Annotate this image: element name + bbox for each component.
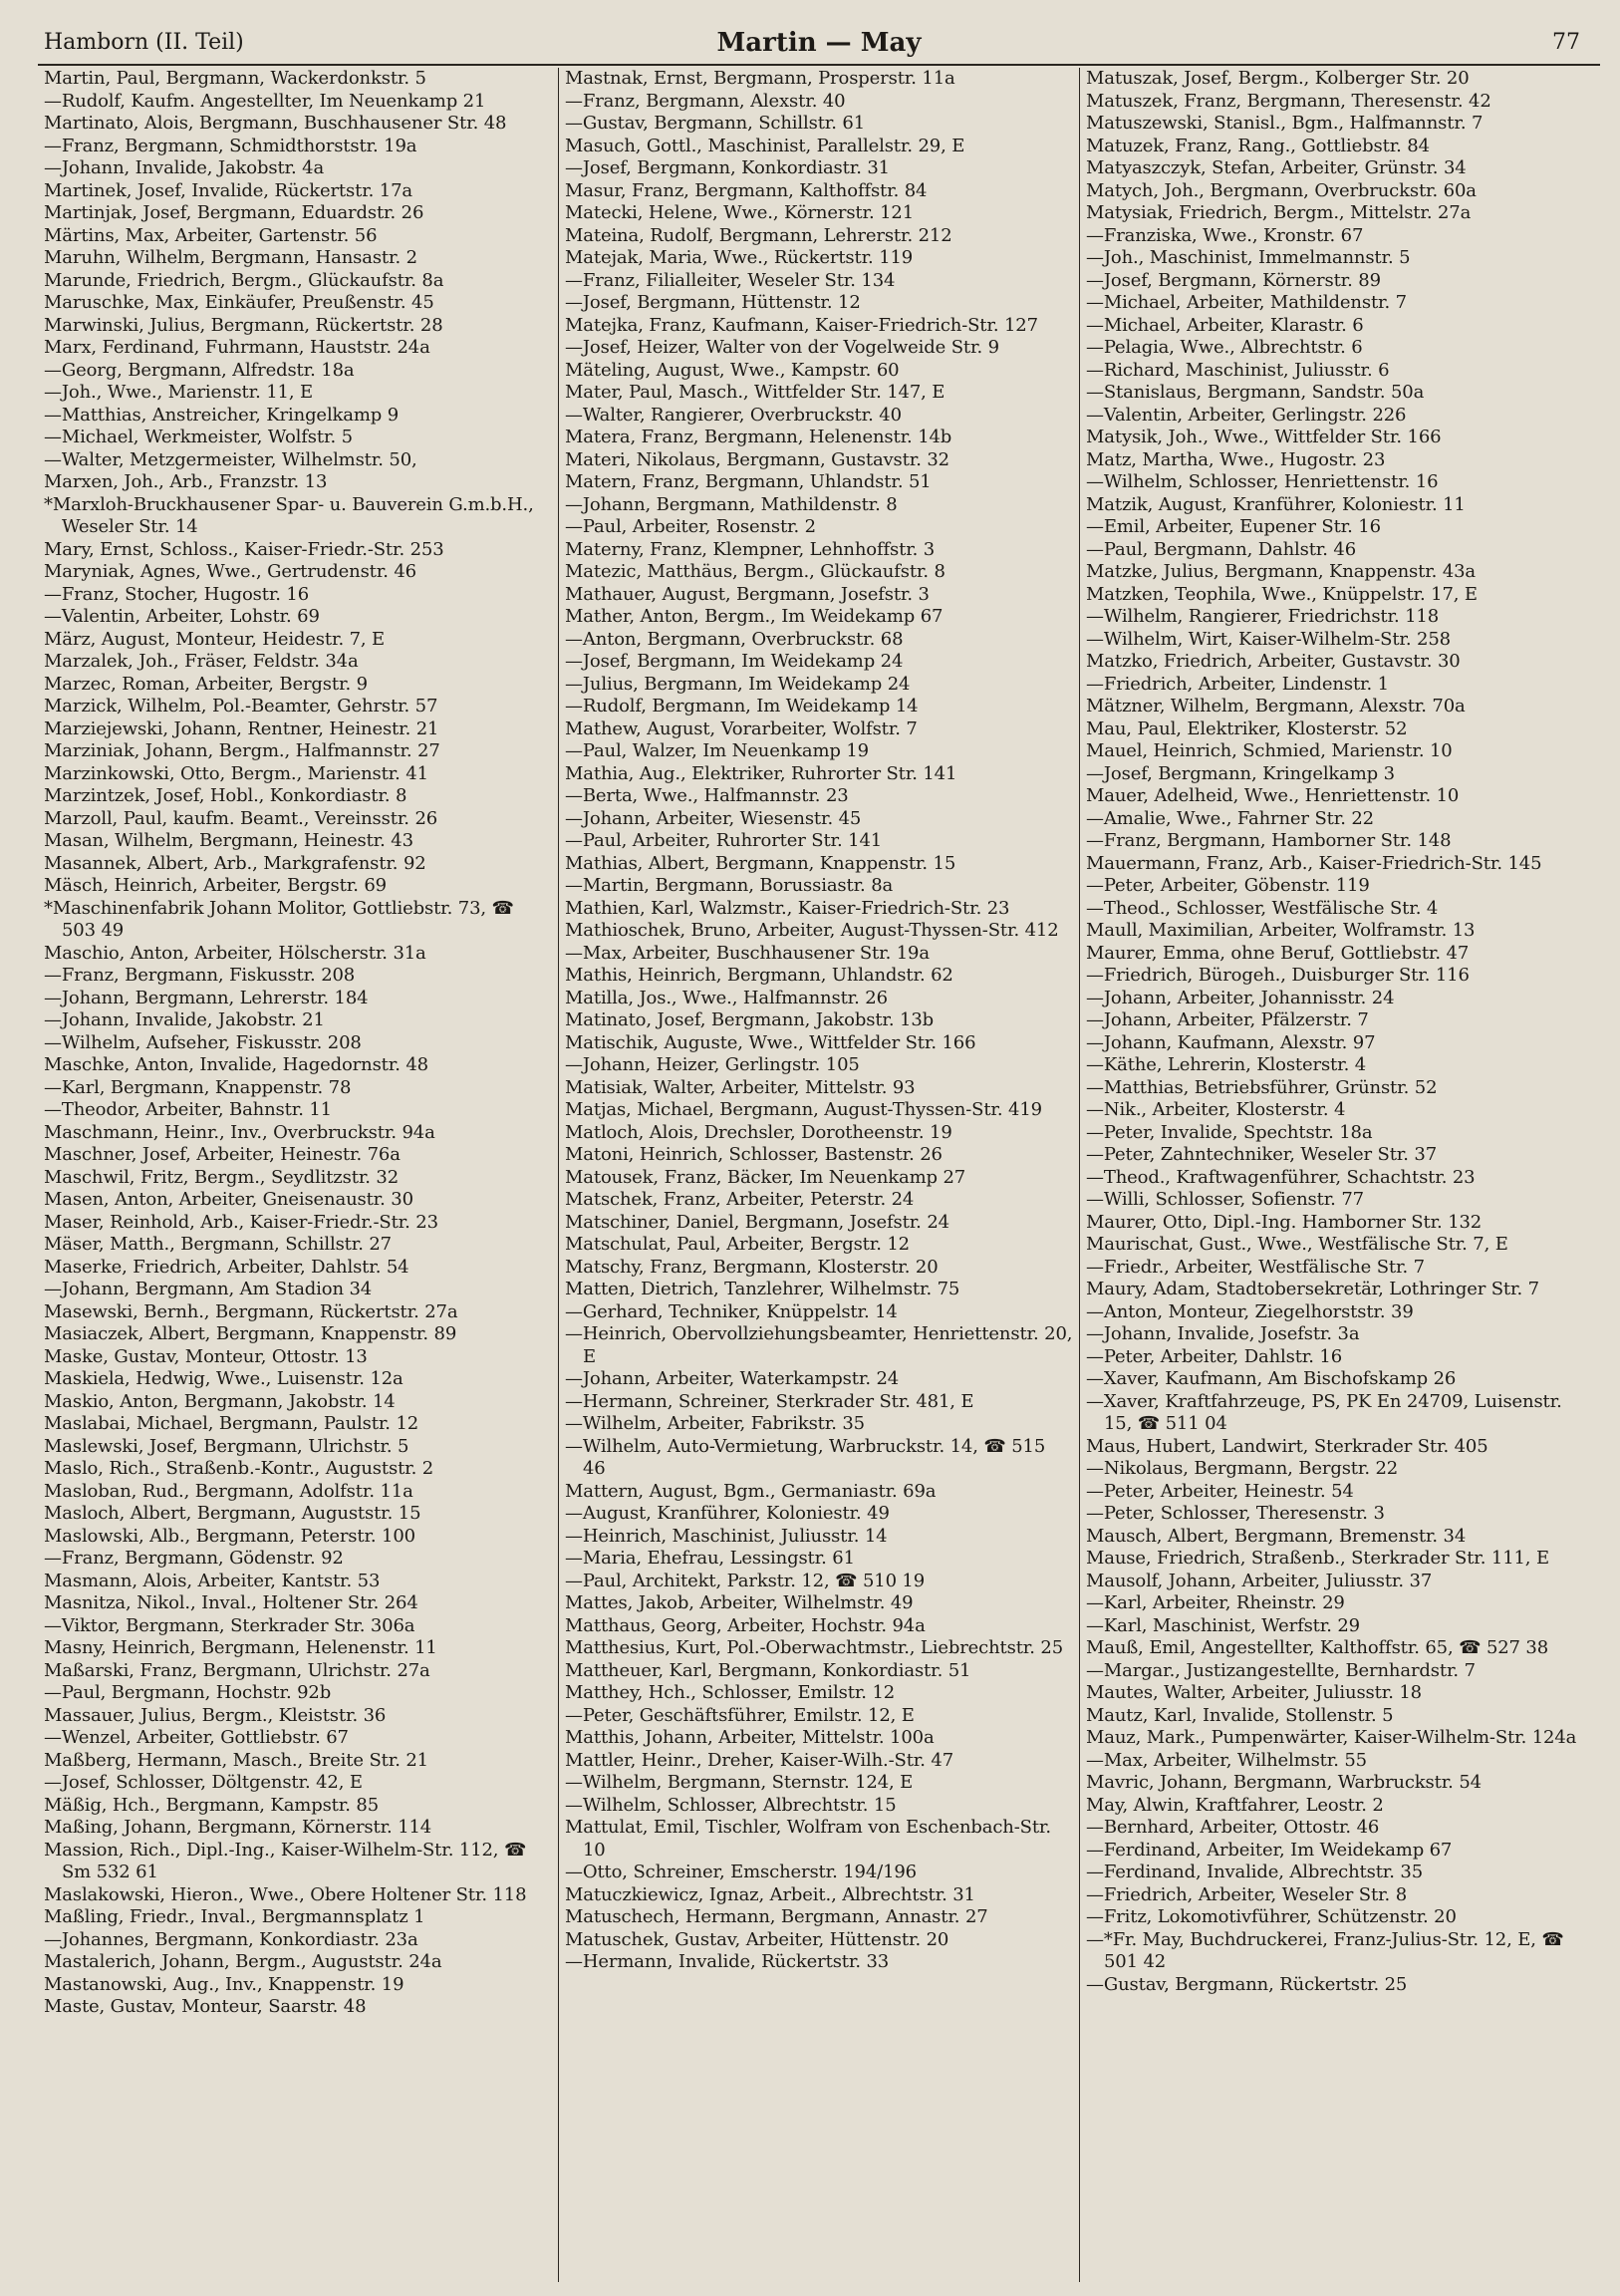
directory-entry: Maull, Maximilian, Arbeiter, Wolframstr. 13 xyxy=(1086,920,1476,941)
directory-entry: Masannek, Albert, Arb., Markgrafenstr. 92 xyxy=(44,852,426,874)
directory-entry: Matinato, Josef, Bergmann, Jakobstr. 13b xyxy=(565,1009,935,1030)
directory-entry: Mattes, Jakob, Arbeiter, Wilhelmstr. 49 xyxy=(565,1592,914,1613)
directory-entry: —Franz, Stocher, Hugostr. 16 xyxy=(44,583,310,605)
directory-column-1 xyxy=(38,68,558,2282)
directory-entry: Masan, Wilhelm, Bergmann, Heinestr. 43 xyxy=(44,830,413,851)
directory-entry: Maurer, Emma, ohne Beruf, Gottliebstr. 47 xyxy=(1086,942,1470,964)
directory-entry: —Johann, Arbeiter, Waterkampstr. 24 xyxy=(565,1368,900,1389)
directory-entry: *Maschinenfabrik Johann Molitor, Gottliebstr. 73, ☎ 503 49 xyxy=(44,897,514,941)
directory-entry: Mathauer, August, Bergmann, Josefstr. 3 xyxy=(565,583,930,605)
directory-entry: —Georg, Bergmann, Alfredstr. 18a xyxy=(44,359,355,381)
directory-entry: —Hermann, Invalide, Rückertstr. 33 xyxy=(565,1951,890,1972)
header-name-range: Martin — May xyxy=(716,28,922,58)
directory-entry: —Karl, Maschinist, Werfstr. 29 xyxy=(1086,1614,1360,1636)
directory-entry: Marzick, Wilhelm, Pol.-Beamter, Gehrstr. 57 xyxy=(44,696,438,717)
directory-entry: Maslakowski, Hieron., Wwe., Obere Holtener Str. 118 xyxy=(44,1883,527,1905)
directory-entry: Masloban, Rud., Bergmann, Adolfstr. 11a xyxy=(44,1480,413,1502)
directory-entry: —Franz, Bergmann, Fiskusstr. 208 xyxy=(44,965,356,986)
directory-entry: Mattulat, Emil, Tischler, Wolfram von Eschenbach-Str. 10 xyxy=(565,1817,1051,1861)
directory-entry: —Walter, Metzgermeister, Wilhelmstr. 50, xyxy=(44,448,417,470)
directory-column-2 xyxy=(558,68,1079,2282)
directory-entry: Mastnak, Ernst, Bergmann, Prosperstr. 11a xyxy=(565,68,955,89)
directory-entry: —Michael, Werkmeister, Wolfstr. 5 xyxy=(44,427,353,447)
directory-entry: —Johann, Bergmann, Lehrerstr. 184 xyxy=(44,987,369,1008)
directory-entry: —Johann, Arbeiter, Wiesenstr. 45 xyxy=(565,807,862,829)
directory-entry: —Viktor, Bergmann, Sterkrader Str. 306a xyxy=(44,1614,415,1636)
directory-entry: Matera, Franz, Bergmann, Helenenstr. 14b xyxy=(565,427,952,447)
directory-entry: —Joh., Maschinist, Immelmannstr. 5 xyxy=(1086,247,1411,268)
directory-entry: —Käthe, Lehrerin, Klosterstr. 4 xyxy=(1086,1054,1367,1075)
directory-entry: —Johann, Invalide, Jakobstr. 21 xyxy=(44,1009,325,1030)
directory-entry: Marzintzek, Josef, Hobl., Konkordiastr. 8 xyxy=(44,785,407,806)
directory-entry: Matousek, Franz, Bäcker, Im Neuenkamp 27 xyxy=(565,1166,966,1188)
directory-entry: —Martin, Bergmann, Borussiastr. 8a xyxy=(565,875,894,896)
directory-entry: Matschy, Franz, Bergmann, Klosterstr. 20 xyxy=(565,1256,939,1278)
directory-entry: —Johann, Arbeiter, Pfälzerstr. 7 xyxy=(1086,1009,1369,1030)
directory-entry: Marwinski, Julius, Bergmann, Rückertstr. 28 xyxy=(44,314,443,336)
directory-entry: —Theodor, Arbeiter, Bahnstr. 11 xyxy=(44,1099,332,1120)
directory-entry: Masiaczek, Albert, Bergmann, Knappenstr. 89 xyxy=(44,1323,457,1344)
directory-entry: —Michael, Arbeiter, Mathildenstr. 7 xyxy=(1086,292,1407,313)
directory-entry: Mätzner, Wilhelm, Bergmann, Alexstr. 70a xyxy=(1086,696,1466,717)
directory-entry: Maskio, Anton, Bergmann, Jakobstr. 14 xyxy=(44,1390,396,1412)
directory-entry: —Maria, Ehefrau, Lessingstr. 61 xyxy=(565,1548,855,1569)
directory-entry: —Anton, Bergmann, Overbruckstr. 68 xyxy=(565,628,904,650)
directory-entry: Maslewski, Josef, Bergmann, Ulrichstr. 5 xyxy=(44,1435,409,1457)
directory-entry: —Stanislaus, Bergmann, Sandstr. 50a xyxy=(1086,382,1425,403)
directory-entry: —Max, Arbeiter, Wilhelmstr. 55 xyxy=(1086,1749,1367,1771)
directory-entry: Martinjak, Josef, Bergmann, Eduardstr. 26 xyxy=(44,202,424,223)
directory-entry: —Friedrich, Arbeiter, Lindenstr. 1 xyxy=(1086,673,1389,695)
directory-entry: Maslo, Rich., Straßenb.-Kontr., Auguststr. 2 xyxy=(44,1458,434,1479)
directory-entry: Maurer, Otto, Dipl.-Ing. Hamborner Str. 132 xyxy=(1086,1211,1483,1233)
directory-entry: März, August, Monteur, Heidestr. 7, E xyxy=(44,628,386,650)
directory-entry: Masuch, Gottl., Maschinist, Parallelstr. 29, E xyxy=(565,135,965,156)
directory-entry: Mauz, Mark., Pumpenwärter, Kaiser-Wilhelm-Str. 124a xyxy=(1086,1727,1577,1748)
directory-entry: Maske, Gustav, Monteur, Ottostr. 13 xyxy=(44,1345,368,1367)
directory-entry: —Friedrich, Bürogeh., Duisburger Str. 116 xyxy=(1086,965,1470,986)
directory-entry: Mautes, Walter, Arbeiter, Juliusstr. 18 xyxy=(1086,1682,1422,1703)
directory-entry: Maruhn, Wilhelm, Bergmann, Hansastr. 2 xyxy=(44,247,417,268)
directory-entry: Matloch, Alois, Drechsler, Dorotheenstr. 19 xyxy=(565,1121,952,1143)
directory-entry: Maserke, Friedrich, Arbeiter, Dahlstr. 54 xyxy=(44,1256,409,1278)
directory-entry: Masny, Heinrich, Bergmann, Helenenstr. 11 xyxy=(44,1637,437,1658)
directory-entry: Matysik, Joh., Wwe., Wittfelder Str. 166 xyxy=(1086,427,1442,447)
directory-entry: Mauer, Adelheid, Wwe., Henriettenstr. 10 xyxy=(1086,785,1460,806)
directory-entry: Mathioschek, Bruno, Arbeiter, August-Thyssen-Str. 412 xyxy=(565,920,1059,941)
directory-entry: —Wilhelm, Arbeiter, Fabrikstr. 35 xyxy=(565,1413,865,1434)
directory-entry: Mattler, Heinr., Dreher, Kaiser-Wilh.-Str. 47 xyxy=(565,1749,954,1771)
directory-entry: Matischik, Auguste, Wwe., Wittfelder Str. 166 xyxy=(565,1031,976,1053)
directory-entry: —Heinrich, Maschinist, Juliusstr. 14 xyxy=(565,1525,888,1547)
directory-entry: Martinato, Alois, Bergmann, Buschhausener Str. 48 xyxy=(44,113,507,134)
directory-entry: Maschio, Anton, Arbeiter, Hölscherstr. 31a xyxy=(44,942,426,964)
directory-entry: Matyaszczyk, Stefan, Arbeiter, Grünstr. 34 xyxy=(1086,157,1467,178)
directory-entry: Maschwil, Fritz, Bergm., Seydlitzstr. 32 xyxy=(44,1166,400,1188)
directory-entry: Matten, Dietrich, Tanzlehrer, Wilhelmstr. 75 xyxy=(565,1279,960,1299)
directory-entry: —Otto, Schreiner, Emscherstr. 194/196 xyxy=(565,1862,917,1882)
directory-entry: Materi, Nikolaus, Bergmann, Gustavstr. 32 xyxy=(565,448,949,470)
directory-entry: Marunde, Friedrich, Bergm., Glückaufstr. 8a xyxy=(44,269,444,291)
directory-entry: Mauß, Emil, Angestellter, Kalthoffstr. 65, ☎ 527 38 xyxy=(1086,1637,1549,1658)
directory-entry: Matysiak, Friedrich, Bergm., Mittelstr. 27a xyxy=(1086,202,1472,223)
directory-entry: Mauel, Heinrich, Schmied, Marienstr. 10 xyxy=(1086,740,1453,761)
directory-entry: —Wilhelm, Aufseher, Fiskusstr. 208 xyxy=(44,1031,362,1053)
directory-entry: Masewski, Bernh., Bergmann, Rückertstr. 27a xyxy=(44,1300,458,1322)
directory-entry: —Karl, Bergmann, Knappenstr. 78 xyxy=(44,1076,352,1098)
directory-entry: —Johann, Invalide, Josefstr. 3a xyxy=(1086,1323,1360,1344)
directory-entry: Matern, Franz, Bergmann, Uhlandstr. 51 xyxy=(565,471,932,492)
directory-entry: May, Alwin, Kraftfahrer, Leostr. 2 xyxy=(1086,1794,1384,1816)
directory-entry: —Peter, Schlosser, Theresenstr. 3 xyxy=(1086,1503,1385,1524)
directory-entry: Mattern, August, Bgm., Germaniastr. 69a xyxy=(565,1480,937,1502)
directory-entry: Maschmann, Heinr., Inv., Overbruckstr. 94a xyxy=(44,1121,435,1143)
directory-entry: —Paul, Arbeiter, Ruhrorter Str. 141 xyxy=(565,830,883,851)
directory-entry: Marzalek, Joh., Fräser, Feldstr. 34a xyxy=(44,651,359,672)
directory-entry: —Max, Arbeiter, Buschhausener Str. 19a xyxy=(565,942,930,964)
directory-entry: —Xaver, Kaufmann, Am Bischofskamp 26 xyxy=(1086,1368,1457,1389)
directory-entry: Maskiela, Hedwig, Wwe., Luisenstr. 12a xyxy=(44,1368,404,1389)
directory-entry: Matuszak, Josef, Bergm., Kolberger Str. 20 xyxy=(1086,68,1470,89)
directory-entry: —Johann, Arbeiter, Johannisstr. 24 xyxy=(1086,987,1395,1008)
directory-entry: —August, Kranführer, Koloniestr. 49 xyxy=(565,1503,890,1524)
directory-entry: —Emil, Arbeiter, Eupener Str. 16 xyxy=(1086,516,1381,537)
directory-entry: Matthaus, Georg, Arbeiter, Hochstr. 94a xyxy=(565,1614,926,1636)
directory-entry: —Wilhelm, Auto-Vermietung, Warbruckstr. 14, ☎ 515 46 xyxy=(565,1435,1046,1479)
directory-entry: Matuzek, Franz, Rang., Gottliebstr. 84 xyxy=(1086,135,1430,156)
directory-entry: Mäser, Matth., Bergmann, Schillstr. 27 xyxy=(44,1234,392,1255)
directory-entry: Mater, Paul, Masch., Wittfelder Str. 147, E xyxy=(565,382,945,403)
directory-entry: —Heinrich, Obervollziehungsbeamter, Henriettenstr. 20, E xyxy=(565,1323,1073,1367)
directory-entry: —Hermann, Schreiner, Sterkrader Str. 481, E xyxy=(565,1390,974,1412)
directory-entry: —Paul, Arbeiter, Rosenstr. 2 xyxy=(565,516,816,537)
directory-entry: —Johann, Invalide, Jakobstr. 4a xyxy=(44,157,325,178)
directory-entry: —Peter, Arbeiter, Heinestr. 54 xyxy=(1086,1480,1354,1502)
directory-entry: —Josef, Bergmann, Im Weidekamp 24 xyxy=(565,651,904,672)
directory-entry: Matthis, Johann, Arbeiter, Mittelstr. 100a xyxy=(565,1727,935,1748)
directory-entry: Mather, Anton, Bergm., Im Weidekamp 67 xyxy=(565,606,944,627)
directory-entry: Maßberg, Hermann, Masch., Breite Str. 21 xyxy=(44,1749,428,1771)
directory-entry: —Willi, Schlosser, Sofienstr. 77 xyxy=(1086,1189,1364,1210)
directory-entry: Masloch, Albert, Bergmann, Auguststr. 15 xyxy=(44,1503,421,1524)
directory-entry: Marziejewski, Johann, Rentner, Heinestr. 21 xyxy=(44,718,439,739)
directory-entry: Masnitza, Nikol., Inval., Holtener Str. 264 xyxy=(44,1592,418,1613)
directory-entry: —Xaver, Kraftfahrzeuge, PS, PK En 24709, Luisenstr. 15, ☎ 511 04 xyxy=(1086,1390,1562,1434)
directory-entry: —Wilhelm, Wirt, Kaiser-Wilhelm-Str. 258 xyxy=(1086,628,1451,650)
directory-entry: —Josef, Bergmann, Körnerstr. 89 xyxy=(1086,269,1381,291)
directory-entry: Mäßig, Hch., Bergmann, Kampstr. 85 xyxy=(44,1794,379,1816)
directory-entry: —Walter, Rangierer, Overbruckstr. 40 xyxy=(565,404,902,426)
directory-entry: Mausolf, Johann, Arbeiter, Juliusstr. 37 xyxy=(1086,1570,1433,1591)
directory-entry: Maßling, Friedr., Inval., Bergmannsplatz 1 xyxy=(44,1906,425,1927)
directory-entry: Mäsch, Heinrich, Arbeiter, Bergstr. 69 xyxy=(44,875,387,896)
directory-entry: —Josef, Bergmann, Hüttenstr. 12 xyxy=(565,292,861,313)
directory-entry: Maus, Hubert, Landwirt, Sterkrader Str. 405 xyxy=(1086,1435,1488,1457)
directory-entry: —Franziska, Wwe., Kronstr. 67 xyxy=(1086,224,1364,246)
directory-columns xyxy=(38,68,1600,2282)
directory-entry: Maslabai, Michael, Bergmann, Paulstr. 12 xyxy=(44,1413,419,1434)
directory-entry: Mattheuer, Karl, Bergmann, Konkordiastr. 51 xyxy=(565,1659,971,1681)
directory-entry: Mavric, Johann, Bergmann, Warbruckstr. 54 xyxy=(1086,1772,1482,1793)
directory-entry: —Josef, Heizer, Walter von der Vogelweide Str. 9 xyxy=(565,337,999,358)
directory-entry: —Rudolf, Bergmann, Im Weidekamp 14 xyxy=(565,696,919,717)
directory-entry: —Joh., Wwe., Marienstr. 11, E xyxy=(44,382,313,403)
directory-entry: Mautz, Karl, Invalide, Stollenstr. 5 xyxy=(1086,1704,1394,1726)
directory-entry: —Johann, Heizer, Gerlingstr. 105 xyxy=(565,1054,860,1075)
directory-entry: Maryniak, Agnes, Wwe., Gertrudenstr. 46 xyxy=(44,561,416,582)
directory-entry: Matejak, Maria, Wwe., Rückertstr. 119 xyxy=(565,247,914,268)
directory-entry: —Wilhelm, Bergmann, Sternstr. 124, E xyxy=(565,1772,914,1793)
directory-entry: Matz, Martha, Wwe., Hugostr. 23 xyxy=(1086,448,1386,470)
directory-entry: —Wilhelm, Schlosser, Henriettenstr. 16 xyxy=(1086,471,1439,492)
header-section-title: Hamborn (II. Teil) xyxy=(44,30,244,55)
directory-entry: —Peter, Geschäftsführer, Emilstr. 12, E xyxy=(565,1704,915,1726)
directory-entry: —Peter, Zahntechniker, Weseler Str. 37 xyxy=(1086,1144,1438,1165)
directory-entry: —Franz, Bergmann, Alexstr. 40 xyxy=(565,90,846,112)
directory-entry: Marx, Ferdinand, Fuhrmann, Hauststr. 24a xyxy=(44,337,430,358)
directory-entry: —Karl, Arbeiter, Rheinstr. 29 xyxy=(1086,1592,1345,1613)
directory-entry: Maßarski, Franz, Bergmann, Ulrichstr. 27a xyxy=(44,1659,430,1681)
directory-entry: Marxen, Joh., Arb., Franzstr. 13 xyxy=(44,471,328,492)
directory-entry: —Friedrich, Arbeiter, Weseler Str. 8 xyxy=(1086,1883,1407,1905)
directory-entry: —Ferdinand, Arbeiter, Im Weidekamp 67 xyxy=(1086,1839,1453,1861)
directory-entry: —Gustav, Bergmann, Rückertstr. 25 xyxy=(1086,1973,1408,1995)
directory-entry: —Theod., Schlosser, Westfälische Str. 4 xyxy=(1086,897,1439,919)
directory-entry: —Franz, Bergmann, Schmidthorststr. 19a xyxy=(44,135,417,156)
directory-entry: Matzko, Friedrich, Arbeiter, Gustavstr. 30 xyxy=(1086,651,1461,672)
directory-entry: —Paul, Bergmann, Dahlstr. 46 xyxy=(1086,538,1357,560)
directory-entry: Märtins, Max, Arbeiter, Gartenstr. 56 xyxy=(44,224,378,246)
directory-entry: Matzke, Julius, Bergmann, Knappenstr. 43a xyxy=(1086,561,1477,582)
directory-entry: Mausch, Albert, Bergmann, Bremenstr. 34 xyxy=(1086,1525,1467,1547)
directory-entry: —*Fr. May, Buchdruckerei, Franz-Julius-Str. 12, E, ☎ 501 42 xyxy=(1086,1928,1564,1972)
directory-entry: Maurischat, Gust., Wwe., Westfälische Str. 7, E xyxy=(1086,1234,1508,1255)
page-header xyxy=(38,20,1600,66)
directory-entry: Mary, Ernst, Schloss., Kaiser-Friedr.-Str. 253 xyxy=(44,538,444,560)
directory-entry: —Richard, Maschinist, Juliusstr. 6 xyxy=(1086,359,1390,381)
directory-entry: Maruschke, Max, Einkäufer, Preußenstr. 45 xyxy=(44,292,434,313)
directory-entry: Mauermann, Franz, Arb., Kaiser-Friedrich-Str. 145 xyxy=(1086,852,1542,874)
directory-entry: Matezic, Matthäus, Bergm., Glückaufstr. 8 xyxy=(565,561,945,582)
directory-entry: Matuschek, Gustav, Arbeiter, Hüttenstr. 20 xyxy=(565,1928,949,1950)
directory-entry: Mathien, Karl, Walzmstr., Kaiser-Friedrich-Str. 23 xyxy=(565,897,1010,919)
directory-entry: Mathew, August, Vorarbeiter, Wolfstr. 7 xyxy=(565,718,918,739)
directory-entry: Matschek, Franz, Arbeiter, Peterstr. 24 xyxy=(565,1189,915,1210)
directory-entry: —Matthias, Anstreicher, Kringelkamp 9 xyxy=(44,404,400,426)
directory-entry: Materny, Franz, Klempner, Lehnhoffstr. 3 xyxy=(565,538,936,560)
directory-entry: —Paul, Bergmann, Hochstr. 92b xyxy=(44,1682,332,1703)
directory-entry: Matschulat, Paul, Arbeiter, Bergstr. 12 xyxy=(565,1234,910,1255)
directory-entry: —Johann, Bergmann, Mathildenstr. 8 xyxy=(565,493,898,515)
directory-entry: —Wenzel, Arbeiter, Gottliebstr. 67 xyxy=(44,1727,349,1748)
directory-entry: —Fritz, Lokomotivführer, Schützenstr. 20 xyxy=(1086,1906,1457,1927)
directory-entry: Massauer, Julius, Bergm., Kleiststr. 36 xyxy=(44,1704,387,1726)
directory-entry: —Friedr., Arbeiter, Westfälische Str. 7 xyxy=(1086,1256,1425,1278)
directory-entry: Matuszek, Franz, Bergmann, Theresenstr. 42 xyxy=(1086,90,1491,112)
directory-entry: —Matthias, Betriebsführer, Grünstr. 52 xyxy=(1086,1076,1438,1098)
directory-entry: —Josef, Schlosser, Döltgenstr. 42, E xyxy=(44,1772,363,1793)
directory-entry: Masen, Anton, Arbeiter, Gneisenaustr. 30 xyxy=(44,1189,413,1210)
directory-entry: Matoni, Heinrich, Schlosser, Bastenstr. 26 xyxy=(565,1144,943,1165)
directory-entry: Maschke, Anton, Invalide, Hagedornstr. 48 xyxy=(44,1054,428,1075)
directory-entry: —Amalie, Wwe., Fahrner Str. 22 xyxy=(1086,807,1374,829)
directory-entry: Matschiner, Daniel, Bergmann, Josefstr. 24 xyxy=(565,1211,949,1233)
directory-entry: —Franz, Bergmann, Gödenstr. 92 xyxy=(44,1548,344,1569)
directory-entry: Matejka, Franz, Kaufmann, Kaiser-Friedrich-Str. 127 xyxy=(565,314,1038,336)
directory-entry: Marzinkowski, Otto, Bergm., Marienstr. 41 xyxy=(44,762,428,784)
directory-entry: —Paul, Architekt, Parkstr. 12, ☎ 510 19 xyxy=(565,1570,926,1591)
directory-entry: Matuschech, Hermann, Bergmann, Annastr. 27 xyxy=(565,1906,988,1927)
directory-entry: —Peter, Invalide, Spechtstr. 18a xyxy=(1086,1121,1373,1143)
directory-entry: —Josef, Bergmann, Kringelkamp 3 xyxy=(1086,762,1395,784)
directory-entry: Maßing, Johann, Bergmann, Körnerstr. 114 xyxy=(44,1817,432,1838)
directory-entry: —Margar., Justizangestellte, Bernhardstr. 7 xyxy=(1086,1659,1476,1681)
directory-entry: Matilla, Jos., Wwe., Halfmannstr. 26 xyxy=(565,987,888,1008)
directory-entry: Marzec, Roman, Arbeiter, Bergstr. 9 xyxy=(44,673,368,695)
directory-entry: Matzik, August, Kranführer, Koloniestr. 11 xyxy=(1086,493,1466,515)
directory-entry: Matzken, Teophila, Wwe., Knüppelstr. 17, E xyxy=(1086,583,1478,605)
directory-entry: —Paul, Walzer, Im Neuenkamp 19 xyxy=(565,740,869,761)
directory-page xyxy=(38,20,1600,2282)
directory-entry: —Gustav, Bergmann, Schillstr. 61 xyxy=(565,113,866,134)
directory-entry: —Peter, Arbeiter, Göbenstr. 119 xyxy=(1086,875,1370,896)
directory-entry: Mastanowski, Aug., Inv., Knappenstr. 19 xyxy=(44,1973,405,1995)
directory-entry: —Franz, Filialleiter, Weseler Str. 134 xyxy=(565,269,896,291)
directory-entry: Massion, Rich., Dipl.-Ing., Kaiser-Wilhelm-Str. 112, ☎ Sm 532 61 xyxy=(44,1839,527,1882)
directory-entry: —Bernhard, Arbeiter, Ottostr. 46 xyxy=(1086,1817,1380,1838)
directory-entry: —Rudolf, Kaufm. Angestellter, Im Neuenkamp 21 xyxy=(44,90,486,112)
directory-entry: Martinek, Josef, Invalide, Rückertstr. 17a xyxy=(44,179,412,201)
directory-entry: Matecki, Helene, Wwe., Körnerstr. 121 xyxy=(565,202,915,223)
directory-entry: Matjas, Michael, Bergmann, August-Thyssen-Str. 419 xyxy=(565,1099,1042,1120)
directory-entry: —Johannes, Bergmann, Konkordiastr. 23a xyxy=(44,1928,418,1950)
directory-entry: —Michael, Arbeiter, Klarastr. 6 xyxy=(1086,314,1364,336)
directory-entry: Mathias, Albert, Bergmann, Knappenstr. 15 xyxy=(565,852,956,874)
directory-column-3 xyxy=(1079,68,1600,2282)
directory-entry: —Anton, Monteur, Ziegelhorststr. 39 xyxy=(1086,1300,1414,1322)
directory-entry: —Johann, Kaufmann, Alexstr. 97 xyxy=(1086,1031,1376,1053)
directory-entry: Mause, Friedrich, Straßenb., Sterkrader Str. 111, E xyxy=(1086,1548,1549,1569)
directory-entry: —Pelagia, Wwe., Albrechtstr. 6 xyxy=(1086,337,1363,358)
directory-entry: *Marxloh-Bruckhausener Spar- u. Bauverein G.m.b.H., Weseler Str. 14 xyxy=(44,493,534,537)
directory-entry: Mäteling, August, Wwe., Kampstr. 60 xyxy=(565,359,900,381)
directory-entry: —Josef, Bergmann, Konkordiastr. 31 xyxy=(565,157,890,178)
directory-entry: —Nik., Arbeiter, Klosterstr. 4 xyxy=(1086,1099,1346,1120)
directory-entry: Matisiak, Walter, Arbeiter, Mittelstr. 93 xyxy=(565,1076,916,1098)
directory-entry: —Johann, Bergmann, Am Stadion 34 xyxy=(44,1279,373,1299)
directory-entry: Matuszewski, Stanisl., Bgm., Halfmannstr. 7 xyxy=(1086,113,1484,134)
directory-entry: Matthey, Hch., Schlosser, Emilstr. 12 xyxy=(565,1682,896,1703)
directory-entry: Maslowski, Alb., Bergmann, Peterstr. 100 xyxy=(44,1525,415,1547)
directory-entry: Mathia, Aug., Elektriker, Ruhrorter Str. 141 xyxy=(565,762,957,784)
directory-entry: Mathis, Heinrich, Bergmann, Uhlandstr. 62 xyxy=(565,965,953,986)
directory-entry: Mastalerich, Johann, Bergm., Auguststr. 24a xyxy=(44,1951,442,1972)
directory-entry: —Ferdinand, Invalide, Albrechtstr. 35 xyxy=(1086,1862,1423,1882)
directory-entry: —Julius, Bergmann, Im Weidekamp 24 xyxy=(565,673,911,695)
directory-entry: Maser, Reinhold, Arb., Kaiser-Friedr.-Str. 23 xyxy=(44,1211,438,1233)
directory-entry: Marziniak, Johann, Bergm., Halfmannstr. 27 xyxy=(44,740,440,761)
directory-entry: Maschner, Josef, Arbeiter, Heinestr. 76a xyxy=(44,1144,401,1165)
directory-entry: Marzoll, Paul, kaufm. Beamt., Vereinsstr. 26 xyxy=(44,807,438,829)
directory-entry: —Franz, Bergmann, Hamborner Str. 148 xyxy=(1086,830,1452,851)
directory-entry: Matuczkiewicz, Ignaz, Arbeit., Albrechtstr. 31 xyxy=(565,1883,975,1905)
directory-entry: Masmann, Alois, Arbeiter, Kantstr. 53 xyxy=(44,1570,381,1591)
directory-entry: Matych, Joh., Bergmann, Overbruckstr. 60a xyxy=(1086,179,1477,201)
directory-entry: —Wilhelm, Schlosser, Albrechtstr. 15 xyxy=(565,1794,897,1816)
directory-entry: Martin, Paul, Bergmann, Wackerdonkstr. 5 xyxy=(44,68,426,89)
page-number: 77 xyxy=(1552,30,1580,55)
directory-entry: Maste, Gustav, Monteur, Saarstr. 48 xyxy=(44,1996,367,2017)
directory-entry: Matthesius, Kurt, Pol.-Oberwachtmstr., Liebrechtstr. 25 xyxy=(565,1637,1064,1658)
directory-entry: —Peter, Arbeiter, Dahlstr. 16 xyxy=(1086,1345,1343,1367)
directory-entry: —Berta, Wwe., Halfmannstr. 23 xyxy=(565,785,849,806)
directory-entry: Masur, Franz, Bergmann, Kalthoffstr. 84 xyxy=(565,179,928,201)
directory-entry: Mateina, Rudolf, Bergmann, Lehrerstr. 212 xyxy=(565,224,952,246)
directory-entry: Mau, Paul, Elektriker, Klosterstr. 52 xyxy=(1086,718,1408,739)
directory-entry: Maury, Adam, Stadtobersekretär, Lothringer Str. 7 xyxy=(1086,1279,1539,1299)
directory-entry: —Theod., Kraftwagenführer, Schachtstr. 23 xyxy=(1086,1166,1476,1188)
directory-entry: —Valentin, Arbeiter, Lohstr. 69 xyxy=(44,606,320,627)
directory-entry: —Valentin, Arbeiter, Gerlingstr. 226 xyxy=(1086,404,1407,426)
directory-entry: —Gerhard, Techniker, Knüppelstr. 14 xyxy=(565,1300,898,1322)
directory-entry: —Nikolaus, Bergmann, Bergstr. 22 xyxy=(1086,1458,1399,1479)
directory-entry: —Wilhelm, Rangierer, Friedrichstr. 118 xyxy=(1086,606,1440,627)
